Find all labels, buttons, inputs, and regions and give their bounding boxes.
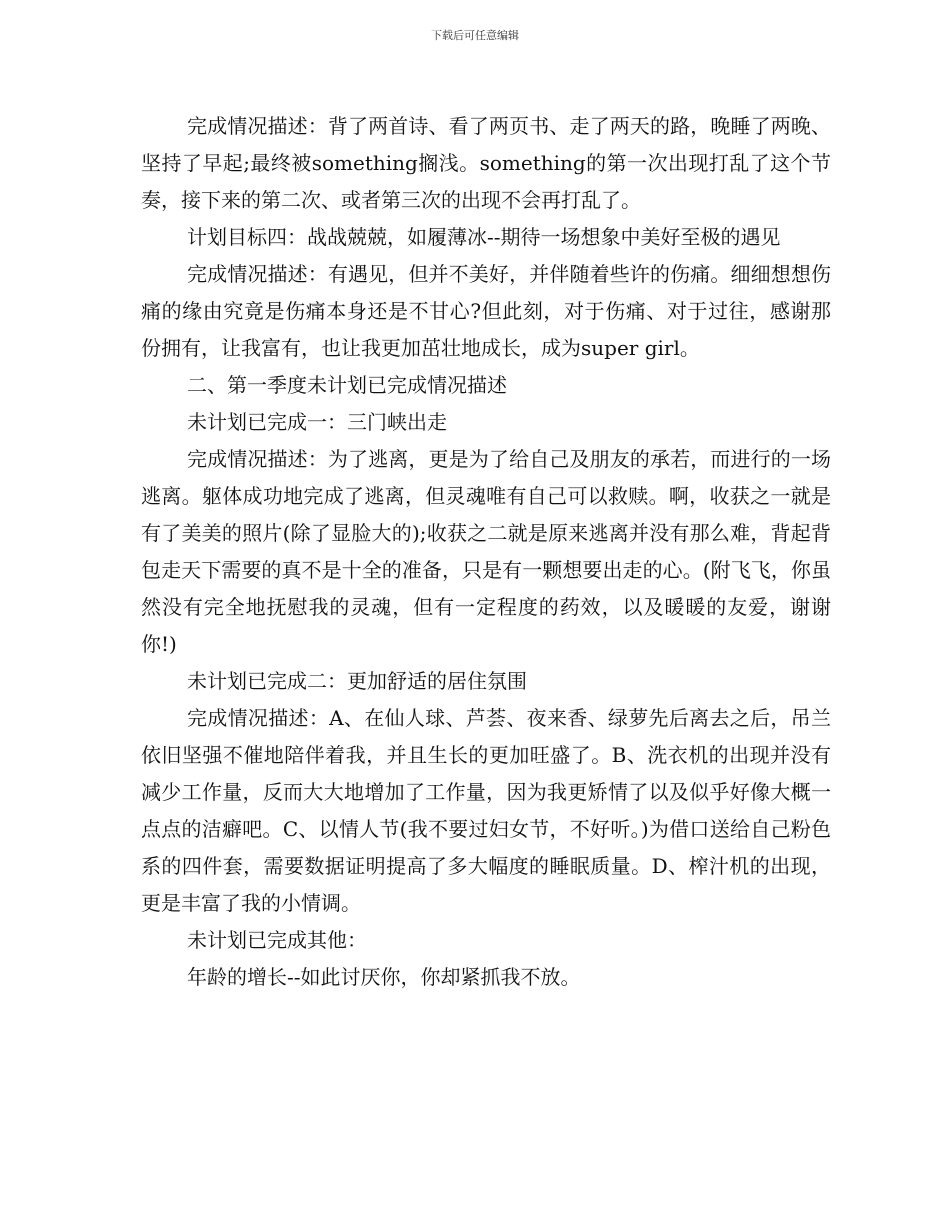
document-body [141, 108, 831, 996]
subheading-unplanned-2: 未计划已完成二：更加舒适的居住氛围 [187, 669, 527, 693]
page-header: 下载后可任意编辑 [431, 29, 519, 42]
subheading-unplanned-1: 未计划已完成一：三门峡出走 [187, 410, 447, 434]
paragraph-2: 计划目标四：战战兢兢，如履薄冰--期待一场想象中美好至极的遇见 [187, 225, 781, 249]
paragraph-6: 完成情况描述：为了逃离，更是为了给自己及朋友的承若，而进行的一场逃离。躯体成功地完成了逃离，但灵魂唯有自己可以救赎。啊，收获之一就是有了美美的照片(除了显脸大的);收获之二就是原来逃离并没有那么难，背起背包走天下需要的真不是十全的准备，只是有一颗想要出走的心。(附飞飞，你虽然没有完全地抚慰我的灵魂，但有一定程度的药效，以及暖暖的友爱，谢谢你!) [141, 447, 831, 656]
paragraph-1: 完成情况描述：背了两首诗、看了两页书、走了两天的路，晚睡了两晚、坚持了早起;最终被something搁浅。something的第一次出现打乱了这个节奏，接下来的第二次、或者第三次的出现不会再打乱了。 [141, 114, 831, 212]
paragraph-10: 年龄的增长--如此讨厌你，你却紧抓我不放。 [187, 965, 581, 989]
section-heading-2: 二、第一季度未计划已完成情况描述 [187, 373, 507, 397]
paragraph-8: 完成情况描述：A、在仙人球、芦荟、夜来香、绿萝先后离去之后，吊兰依旧坚强不催地陪伴着我，并且生长的更加旺盛了。B、洗衣机的出现并没有减少工作量，反而大大地增加了工作量，因为我更矫情了以及似乎好像大概一点点的洁癖吧。C、以情人节(我不要过妇女节，不好听。)为借口送给自己粉色系的四件套，需要数据证明提高了多大幅度的睡眠质量。D、榨汁机的出现，更是丰富了我的小情调。 [141, 706, 831, 915]
subheading-unplanned-other: 未计划已完成其他： [187, 928, 367, 952]
paragraph-3: 完成情况描述：有遇见，但并不美好，并伴随着些许的伤痛。细细想想伤痛的缘由究竟是伤痛本身还是不甘心?但此刻，对于伤痛、对于过往，感谢那份拥有，让我富有，也让我更加茁壮地成长，成为super girl。 [141, 262, 831, 360]
